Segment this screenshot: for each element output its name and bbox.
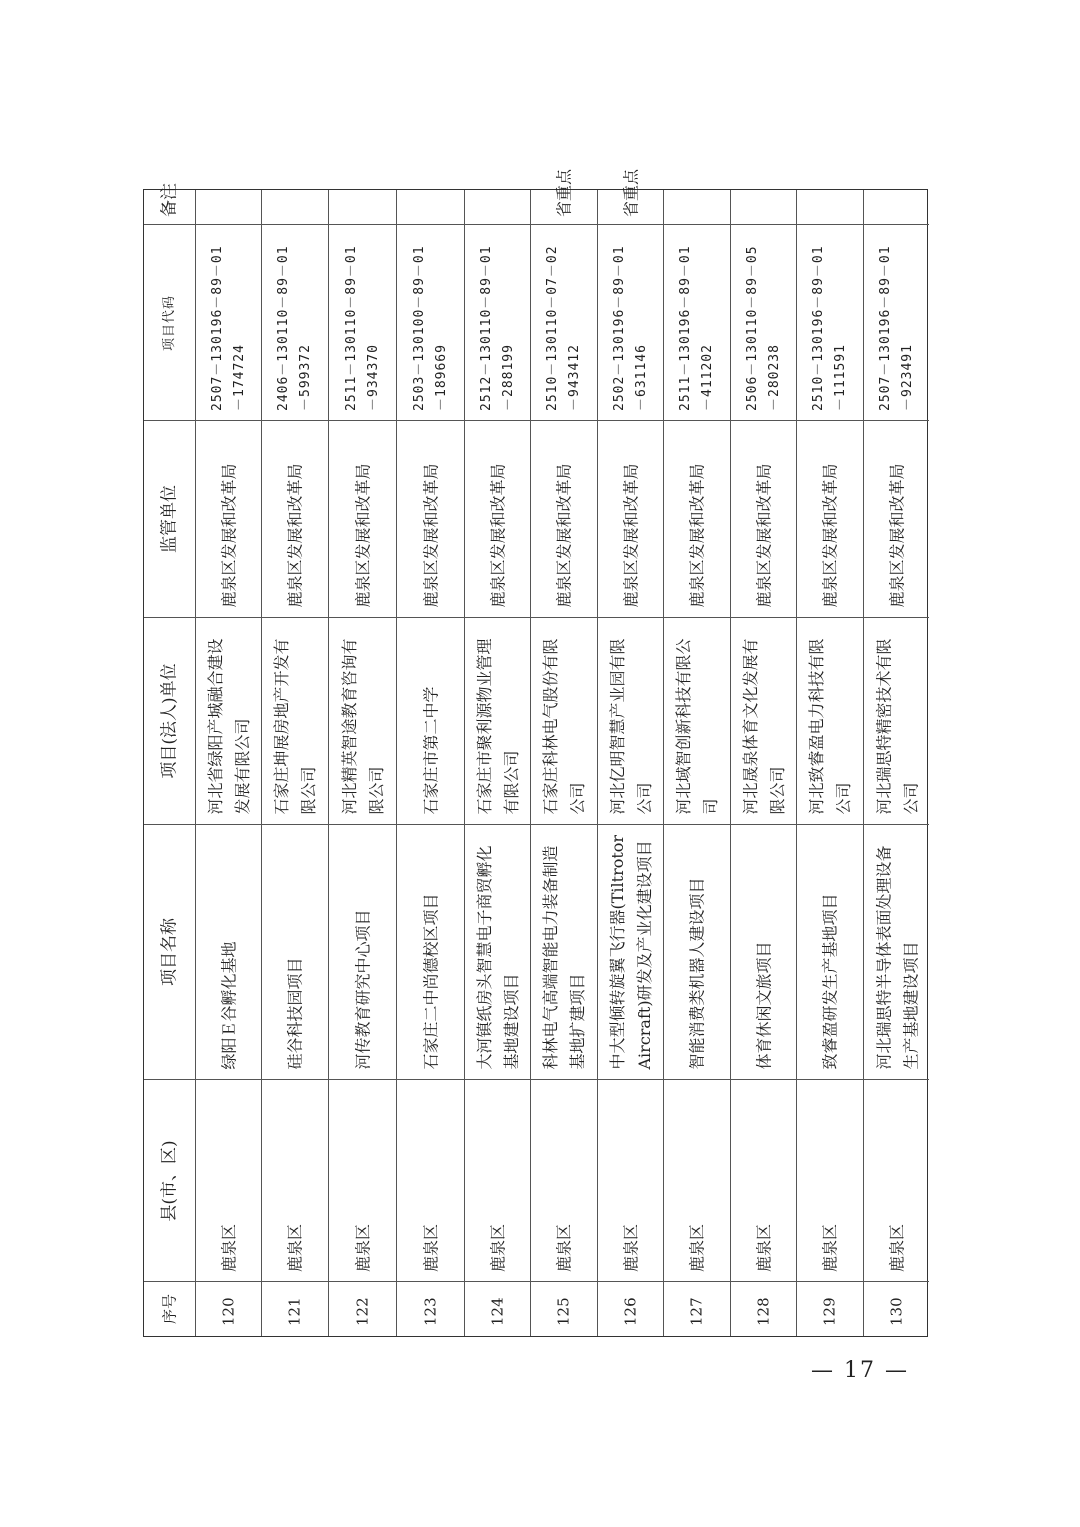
cell-supervisor-text: 鹿泉区发展和改革局 (285, 463, 305, 608)
cell-no-text: 130 (887, 1296, 905, 1326)
cell-no-text: 123 (421, 1296, 439, 1326)
cell-unit-text: 河北致睿盈电力科技有限公司 (807, 638, 853, 815)
cell-supervisor-text: 鹿泉区发展和改革局 (421, 463, 440, 608)
cell-note (531, 168, 597, 224)
page-number: — 17 — (811, 1358, 909, 1383)
cell-supervisor (465, 420, 530, 617)
cell-note-text: 省重点 (554, 168, 574, 217)
cell-no (797, 1281, 863, 1335)
cell-supervisor-text: 鹿泉区发展和改革局 (353, 463, 372, 608)
cell-no (397, 1281, 464, 1335)
cell-no-text: 121 (285, 1296, 304, 1326)
cell-supervisor-text: 鹿泉区发展和改革局 (621, 463, 640, 608)
cell-code-text: 2510－130196－89－01－111591 (811, 244, 848, 411)
cell-county (465, 1079, 530, 1281)
header-unit-text: 项目(法人)单位 (159, 663, 179, 779)
cell-name-text: 科林电气高端智能电力装备制造基地扩建项目 (541, 845, 587, 1070)
table-header-row (144, 183, 196, 1336)
cell-supervisor (864, 420, 929, 617)
cell-no-text: 126 (621, 1296, 639, 1326)
cell-supervisor-text: 鹿泉区发展和改革局 (820, 463, 840, 608)
cell-name (664, 824, 730, 1079)
cell-no-text: 120 (219, 1296, 237, 1326)
cell-note (797, 190, 863, 224)
cell-unit (465, 617, 530, 824)
cell-supervisor (731, 420, 796, 617)
cell-no (598, 1281, 663, 1335)
cell-unit (329, 617, 396, 824)
cell-note (731, 190, 796, 224)
cell-supervisor (664, 420, 730, 617)
header-supervisor-text: 监管单位 (159, 485, 179, 553)
header-name (144, 824, 195, 1079)
cell-no-text: 127 (687, 1296, 706, 1326)
header-note-text: 备注 (159, 183, 179, 217)
cell-unit-text: 河北瑞思特精密技术有限公司 (874, 638, 920, 815)
cell-note (262, 190, 328, 224)
cell-note (196, 190, 261, 224)
cell-unit-text: 河北晟泉体育文化发展有限公司 (740, 638, 787, 815)
cell-county-text: 鹿泉区 (353, 1223, 372, 1272)
cell-note (329, 190, 396, 224)
cell-name (531, 824, 597, 1079)
cell-no-text: 125 (554, 1296, 573, 1326)
header-no-text: 序号 (160, 1293, 178, 1324)
cell-code (262, 224, 328, 420)
cell-code-text: 2507－130196－89－01－174724 (209, 244, 247, 411)
cell-name (262, 824, 328, 1079)
cell-code (196, 224, 261, 420)
cell-no (531, 1281, 597, 1335)
cell-supervisor-text: 鹿泉区发展和改革局 (887, 463, 906, 608)
cell-name-text: 河北瑞思特半导体表面处理设备生产基地建设项目 (874, 845, 920, 1070)
project-table (143, 168, 928, 1337)
table-row (465, 190, 531, 1336)
cell-name-text: 中大型倾转旋翼飞行器(Tiltrotor Aircraft)研发及产业化建设项目 (607, 834, 654, 1070)
cell-code (531, 224, 597, 420)
table-row (664, 190, 731, 1336)
cell-code (329, 224, 396, 420)
cell-unit (864, 617, 929, 824)
cell-county-text: 鹿泉区 (219, 1223, 238, 1272)
cell-code (465, 224, 530, 420)
cell-unit-text: 河北精英智途教育咨询有限公司 (339, 638, 386, 815)
cell-supervisor (531, 420, 597, 617)
cell-supervisor (598, 420, 663, 617)
cell-county-text: 鹿泉区 (285, 1223, 305, 1272)
cell-unit-text: 石家庄市第二中学 (421, 686, 440, 815)
cell-no-text: 129 (820, 1296, 839, 1326)
cell-county (329, 1079, 396, 1281)
cell-code (598, 224, 663, 420)
table-row (731, 190, 797, 1336)
cell-note (864, 190, 929, 224)
cell-unit (731, 617, 796, 824)
cell-code-text: 2506－130110－89－05－280238 (744, 244, 782, 411)
cell-code-text: 2406－130110－89－01－599372 (276, 244, 313, 411)
cell-supervisor-text: 鹿泉区发展和改革局 (488, 463, 507, 608)
header-note (144, 183, 195, 224)
cell-unit-text: 河北域智创新科技有限公司 (674, 638, 720, 815)
table-row (531, 168, 598, 1336)
cell-unit (196, 617, 261, 824)
cell-supervisor-text: 鹿泉区发展和改革局 (554, 463, 574, 608)
cell-unit-text: 河北亿明智慧产业园有限公司 (607, 638, 654, 815)
cell-supervisor (397, 420, 464, 617)
cell-supervisor-text: 鹿泉区发展和改革局 (219, 463, 238, 608)
cell-no (262, 1281, 328, 1335)
cell-county (797, 1079, 863, 1281)
cell-county (196, 1079, 261, 1281)
cell-code (397, 224, 464, 420)
cell-unit (262, 617, 328, 824)
cell-name (465, 824, 530, 1079)
cell-unit (531, 617, 597, 824)
cell-unit-text: 石家庄市聚利源物业管理有限公司 (474, 638, 521, 815)
cell-note (465, 190, 530, 224)
header-unit (144, 617, 195, 824)
table-row (864, 190, 929, 1336)
cell-code (664, 224, 730, 420)
cell-code-text: 2507－130196－89－01－923491 (877, 244, 915, 411)
cell-county-text: 鹿泉区 (687, 1223, 707, 1272)
cell-note (598, 168, 663, 224)
cell-no (329, 1281, 396, 1335)
cell-note (397, 190, 464, 224)
cell-no (864, 1281, 929, 1335)
cell-county-text: 鹿泉区 (621, 1223, 640, 1272)
table-row (262, 190, 329, 1336)
cell-code-text: 2510－130110－07－02－943412 (545, 244, 582, 411)
cell-name (797, 824, 863, 1079)
cell-unit (664, 617, 730, 824)
cell-no (731, 1281, 796, 1335)
cell-no-text: 128 (754, 1296, 772, 1326)
cell-code-text: 2503－130100－89－01－189669 (411, 244, 449, 411)
cell-name-text: 绿阳Ｅ谷孵化基地 (219, 941, 238, 1070)
header-supervisor (144, 420, 195, 617)
cell-county-text: 鹿泉区 (754, 1223, 773, 1272)
cell-code-text: 2512－130110－89－01－288199 (478, 244, 516, 411)
header-name-text: 项目名称 (159, 918, 179, 986)
cell-note (664, 190, 730, 224)
cell-no (664, 1281, 730, 1335)
cell-code (864, 224, 929, 420)
cell-county-text: 鹿泉区 (887, 1223, 906, 1272)
header-county-text: 县(市、区) (159, 1139, 179, 1222)
cell-name-text: 致睿盈研发生产基地项目 (820, 893, 840, 1070)
header-no (144, 1281, 195, 1335)
cell-name-text: 大河镇纸房头智慧电子商贸孵化基地建设项目 (474, 845, 521, 1070)
cell-code-text: 2511－130196－89－01－411202 (678, 244, 715, 411)
cell-unit-text: 石家庄坤展房地产开发有限公司 (272, 638, 318, 815)
cell-no (196, 1281, 261, 1335)
cell-supervisor (797, 420, 863, 617)
cell-county-text: 鹿泉区 (554, 1223, 574, 1272)
cell-supervisor (262, 420, 328, 617)
cell-supervisor-text: 鹿泉区发展和改革局 (754, 463, 773, 608)
cell-county-text: 鹿泉区 (820, 1223, 840, 1272)
table-row (797, 190, 864, 1336)
cell-name (731, 824, 796, 1079)
table-row (329, 190, 397, 1336)
cell-unit-text: 河北省绿阳产城融合建设发展有限公司 (205, 638, 252, 815)
cell-no-text: 124 (488, 1296, 506, 1326)
table-row (397, 190, 465, 1336)
cell-name-text: 河传教育研究中心项目 (353, 909, 372, 1070)
cell-note-text: 省重点 (621, 168, 640, 217)
cell-code (797, 224, 863, 420)
cell-county (731, 1079, 796, 1281)
cell-name-text: 石家庄二中尚德校区项目 (421, 893, 440, 1070)
cell-county (864, 1079, 929, 1281)
cell-code-text: 2511－130110－89－01－934370 (343, 244, 381, 411)
header-code-text: 项目代码 (161, 294, 177, 351)
cell-name (598, 824, 663, 1079)
cell-name (397, 824, 464, 1079)
cell-name (329, 824, 396, 1079)
header-county (144, 1079, 195, 1281)
cell-county (531, 1079, 597, 1281)
cell-no (465, 1281, 530, 1335)
table-row (196, 190, 262, 1336)
cell-county (262, 1079, 328, 1281)
cell-supervisor-text: 鹿泉区发展和改革局 (687, 463, 707, 608)
cell-name-text: 体育休闲文旅项目 (754, 941, 773, 1070)
cell-code-text: 2502－130196－89－01－631146 (611, 244, 649, 411)
cell-county (664, 1079, 730, 1281)
cell-supervisor (196, 420, 261, 617)
cell-unit-text: 石家庄科林电气股份有限公司 (541, 638, 587, 815)
cell-county (598, 1079, 663, 1281)
cell-unit (797, 617, 863, 824)
header-code (144, 224, 195, 420)
cell-county-text: 鹿泉区 (421, 1223, 440, 1272)
cell-code (731, 224, 796, 420)
cell-name (864, 824, 929, 1079)
cell-unit (397, 617, 464, 824)
cell-county-text: 鹿泉区 (488, 1223, 507, 1272)
cell-county (397, 1079, 464, 1281)
cell-name-text: 硅谷科技园项目 (285, 957, 305, 1070)
table-row (598, 168, 664, 1336)
cell-no-text: 122 (353, 1296, 371, 1326)
cell-name-text: 智能消费类机器人建设项目 (687, 877, 707, 1070)
cell-unit (598, 617, 663, 824)
cell-name (196, 824, 261, 1079)
cell-supervisor (329, 420, 396, 617)
